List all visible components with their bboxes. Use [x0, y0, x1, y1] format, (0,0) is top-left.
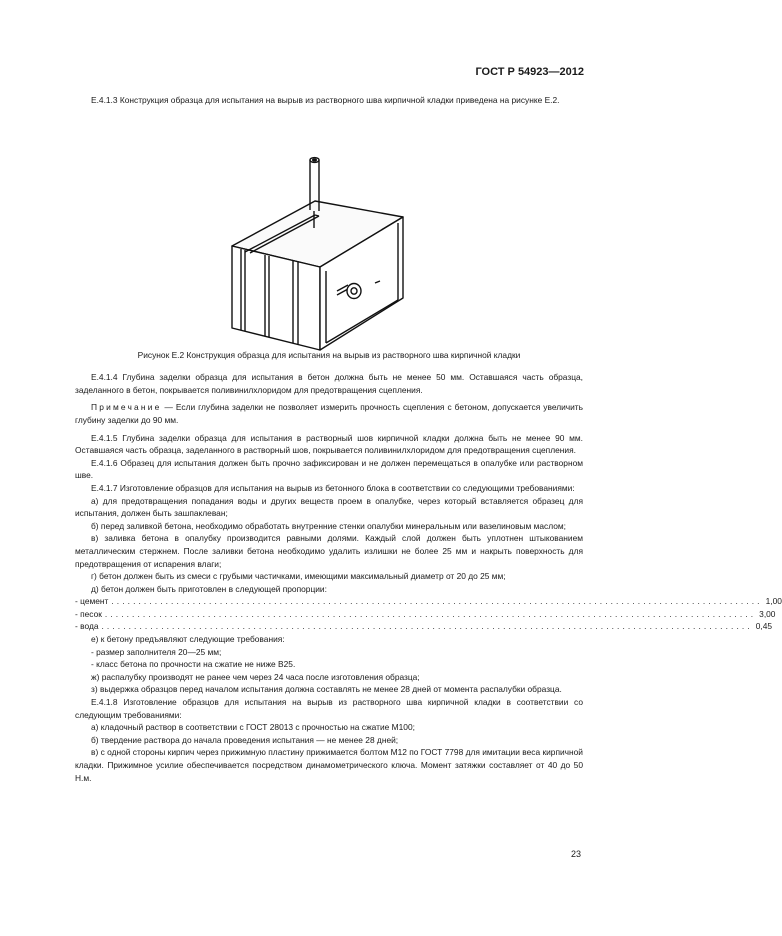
- page-number: 23: [570, 849, 581, 859]
- note: [75, 401, 583, 426]
- mix-row-cement: [75, 595, 782, 608]
- list-item-e417-g: г) бетон должен быть из смеси с грубыми частичками, имеющими максимальный диаметр от 20 до 25 мм;: [91, 571, 506, 582]
- note-label: Примечание: [91, 402, 162, 413]
- paragraph-e417: Е.4.1.7 Изготовление образцов для испытания на вырыв из бетонного блока в соответствии со следующими требованиями:: [91, 482, 575, 493]
- list-item-e417-z: з) выдержка образцов перед началом испытания должна составлять не менее 28 дней от момента распалубки образца.: [91, 684, 562, 695]
- mix-value: 3,00: [759, 608, 776, 619]
- paragraph-e413: Е.4.1.3 Конструкция образца для испытания на вырыв из растворного шва кирпичной кладки приведена на рисунке Е.2.: [91, 95, 560, 105]
- paragraph-e416: Е.4.1.6 Образец для испытания должен быть прочно зафиксирован и не должен перемещаться в опалубке или растворном шве.: [75, 457, 583, 481]
- mix-label: - цемент: [75, 596, 109, 607]
- leader-dots: ........................................................................................................................: [101, 621, 753, 632]
- list-item-e417-e: е) к бетону предъявляют следующие требования:: [91, 634, 285, 645]
- note-text: — Если глубина заделки не позволяет измерить прочность сцепления с бетоном, допускается увеличить глубину заделки до 90 мм.: [75, 402, 583, 425]
- figure-caption: Рисунок Е.2 Конструкция образца для испытания на вырыв из растворного шва кирпичной кладки: [137, 349, 521, 360]
- page-content: [75, 94, 782, 784]
- list-item-e417-zh: ж) распалубку производят не ранее чем через 24 часа после изготовления образца;: [91, 671, 420, 682]
- list-item-e418-v: в) с одной стороны кирпич через прижимную пластину прижимается болтом М12 по ГОСТ 7798 для имитации веса кирпичной кладки. Прижимное усилие обеспечивается посредством динамометрического ключа. Момент затяжки составляет от 40 до 50 Н.м.: [75, 747, 583, 783]
- mix-value: 0,45: [755, 621, 773, 632]
- list-item-e417-d: д) бетон должен быть приготовлен в следующей пропорции:: [91, 583, 327, 594]
- mix-label: - песок: [75, 608, 102, 619]
- mix-value: 1,00: [765, 596, 782, 607]
- paragraph-e414: Е.4.1.4 Глубина заделки образца для испытания в бетон должна быть не менее 50 мм. Оставшаяся часть образца, заделанного в бетон, покрывается поливинилхлоридом для предотвращения сцепления.: [75, 372, 583, 395]
- leader-dots: ........................................................................................................................: [104, 608, 757, 619]
- mix-label: - вода: [75, 621, 99, 632]
- leader-dots: ........................................................................................................................: [111, 596, 763, 607]
- standard-header: ГОСТ Р 54923—2012: [475, 66, 584, 78]
- list-item-e418-a: а) кладочный раствор в соответствии с ГОСТ 28013 с прочностью на сжатие М100;: [91, 722, 415, 733]
- list-item-e417-v: в) заливка бетона в опалубку производится равными долями. Каждый слой должен быть уплотнен штыкованием металлическим стержнем. После заливки бетона необходимо удалить излишки не более 25 мм и накрыть поверхность для предотвращения от испарения влаги;: [75, 533, 583, 569]
- mix-row-sand: [75, 608, 776, 621]
- list-item-e417-a: а) для предотвращения попадания воды и других веществ проем в опалубке, через который вставляется образец для испытания, должен быть зашпаклеван;: [75, 495, 583, 519]
- list-item-e417-b: б) перед заливкой бетона, необходимо обработать внутренние стенки опалубки минеральным или вазелиновым маслом;: [91, 520, 566, 531]
- paragraph-e415: Е.4.1.5 Глубина заделки образца для испытания в растворный шов кирпичной кладки должна быть не менее 90 мм. Оставшаяся часть образца, заделанного в растворный шов, покрывается поливинилхлоридом для предотвращения сцепления.: [75, 432, 583, 456]
- list-subitem-aggregate: - размер заполнителя 20—25 мм;: [91, 646, 222, 657]
- list-item-e418-b: б) твердение раствора до начала проведения испытания — не менее 28 дней;: [91, 734, 399, 745]
- mix-row-water: [75, 620, 773, 633]
- list-subitem-class: - класс бетона по прочности на сжатие не ниже В25.: [91, 659, 296, 670]
- figure-e2: [75, 113, 583, 345]
- specimen-box-drawing: [220, 113, 440, 343]
- paragraph-e418: Е.4.1.8 Изготовление образцов для испытания на вырыв из растворного шва кирпичной кладки в соответствии со следующим требованиями:: [75, 697, 583, 720]
